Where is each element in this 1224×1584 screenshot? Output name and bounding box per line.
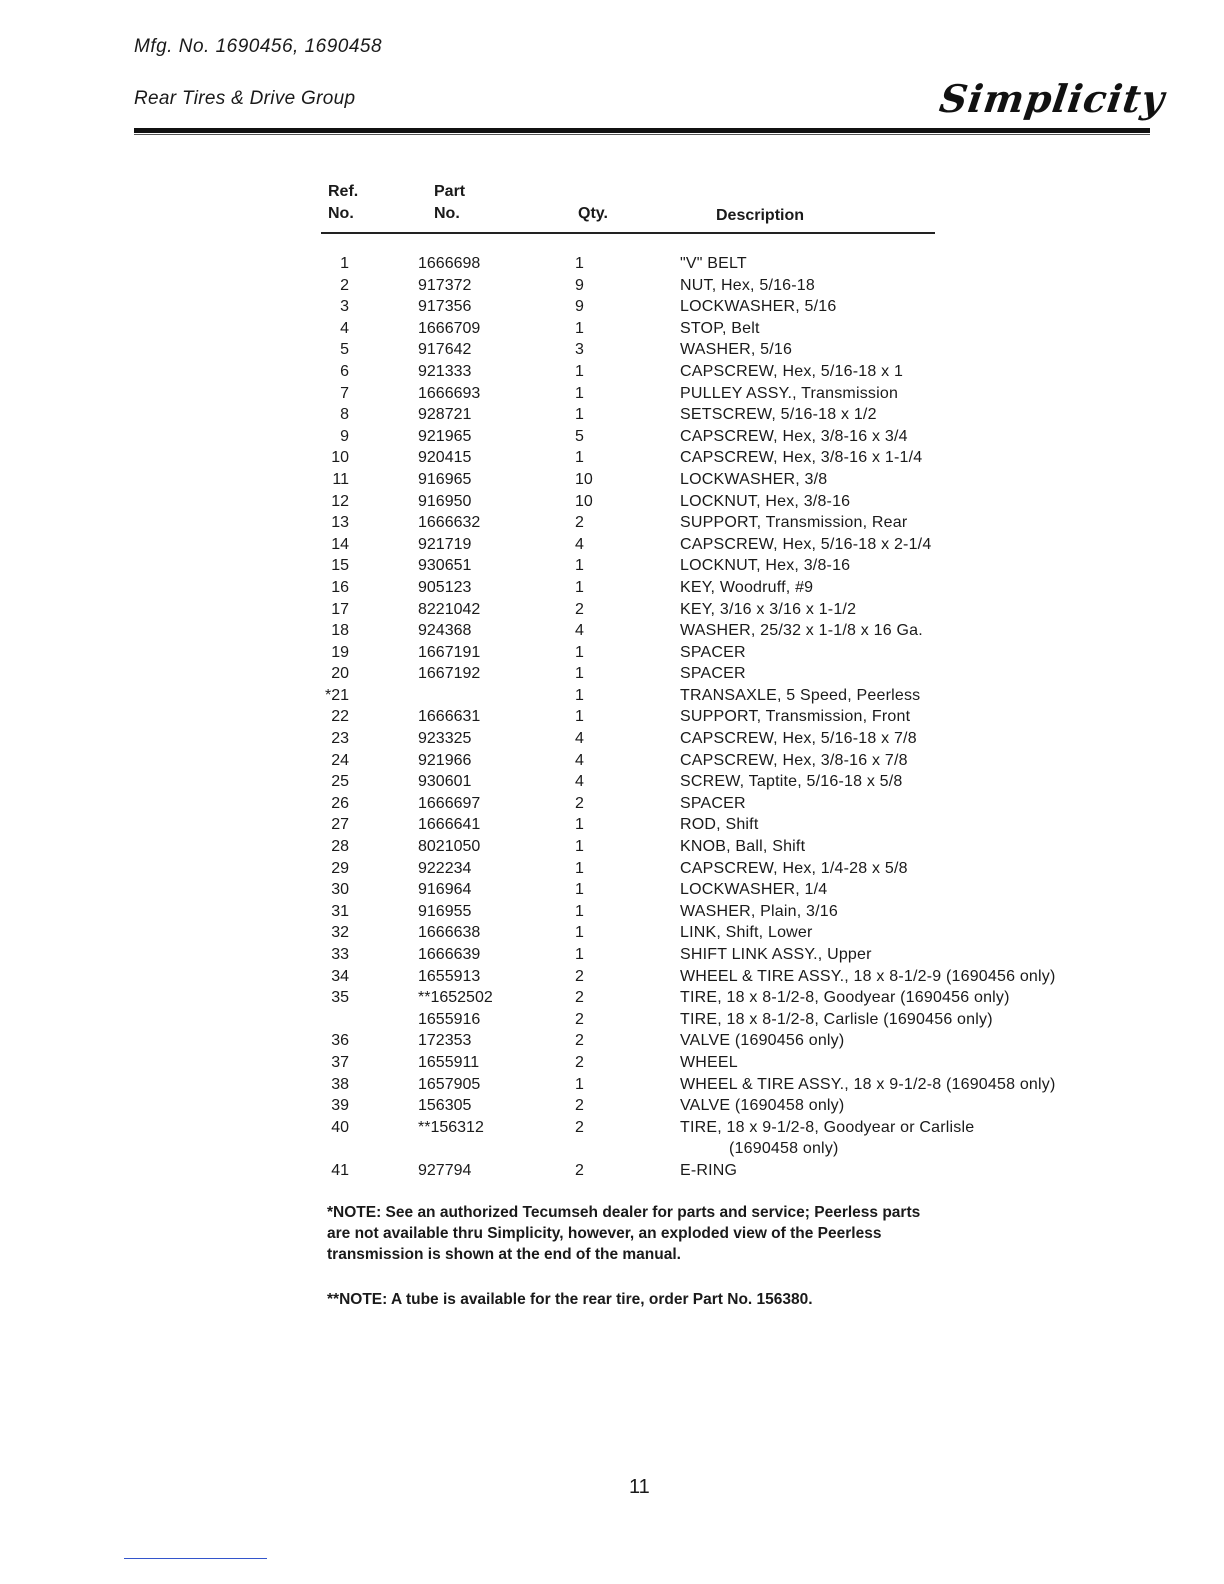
qty-cell: 1 <box>575 665 584 683</box>
qty-cell: 1 <box>575 686 584 704</box>
table-row <box>0 987 1224 1009</box>
table-row <box>0 771 1224 793</box>
ref-cell: 14 <box>331 535 349 553</box>
description-cell: PULLEY ASSY., Transmission <box>680 384 899 402</box>
table-row <box>0 1030 1224 1052</box>
table-row <box>0 620 1224 642</box>
table-row <box>0 318 1224 340</box>
part-number-cell: 917356 <box>418 298 472 316</box>
qty-cell: 1 <box>575 362 584 380</box>
footer-line <box>124 1558 267 1559</box>
qty-cell: 1 <box>575 557 584 575</box>
description-cell: LOCKWASHER, 3/8 <box>680 470 828 488</box>
qty-cell: 1 <box>575 643 584 661</box>
note-tube: **NOTE: A tube is available for the rear tire, order Part No. 156380. <box>327 1291 813 1308</box>
table-row <box>0 879 1224 901</box>
table-row <box>0 814 1224 836</box>
description-cell: WHEEL & TIRE ASSY., 18 x 8-1/2-9 (1690456 only) <box>680 967 1056 985</box>
table-row <box>0 512 1224 534</box>
description-cell: ROD, Shift <box>680 816 759 834</box>
header-part: Part No. <box>434 183 466 222</box>
description-cell: KNOB, Ball, Shift <box>680 838 806 856</box>
qty-cell: 2 <box>575 514 584 532</box>
qty-cell: 2 <box>575 1053 584 1071</box>
description-cell: LINK, Shift, Lower <box>680 924 813 942</box>
part-number-cell: 917372 <box>418 276 472 294</box>
ref-cell: 40 <box>331 1118 349 1136</box>
part-number-cell: 1655913 <box>418 967 481 985</box>
description-cell: WHEEL & TIRE ASSY., 18 x 9-1/2-8 (1690458 only) <box>680 1075 1056 1093</box>
part-number-cell: 1655916 <box>418 1010 481 1028</box>
ref-cell: 12 <box>331 492 349 510</box>
ref-cell: 30 <box>331 881 349 899</box>
table-row <box>0 599 1224 621</box>
qty-cell: 1 <box>575 255 584 272</box>
table-row <box>0 469 1224 491</box>
description-cell: LOCKNUT, Hex, 3/8-16 <box>680 492 851 510</box>
description-cell: WASHER, Plain, 3/16 <box>680 902 838 920</box>
part-number-cell: 916965 <box>418 470 472 488</box>
qty-cell: 1 <box>575 708 584 726</box>
header-description: Description <box>716 207 805 224</box>
table-row <box>0 836 1224 858</box>
qty-cell: 2 <box>575 1118 584 1136</box>
part-number-cell: **156312 <box>418 1118 484 1136</box>
part-number-cell: 930651 <box>418 557 472 575</box>
ref-cell: 13 <box>331 514 349 532</box>
table-row <box>0 1117 1224 1160</box>
part-number-cell: 1666693 <box>418 384 481 402</box>
part-number-cell: 172353 <box>418 1032 472 1050</box>
table-row <box>0 361 1224 383</box>
qty-cell: 1 <box>575 838 584 856</box>
table-row <box>0 685 1224 707</box>
page-number: 11 <box>629 1476 650 1498</box>
table-row <box>0 339 1224 361</box>
note-tecumseh: *NOTE: See an authorized Tecumseh dealer for parts and service; Peerless parts are not available thru Simplicity, however, an exploded view of the Peerless transmission is shown at the end of the manual. <box>327 1204 921 1263</box>
qty-cell: 1 <box>575 1075 584 1093</box>
qty-cell: 1 <box>575 924 584 942</box>
qty-cell: 2 <box>575 600 584 618</box>
part-number-cell: 156305 <box>418 1097 472 1115</box>
description-cell: SCREW, Taptite, 5/16-18 x 5/8 <box>680 773 903 791</box>
qty-cell: 1 <box>575 578 584 596</box>
description-cell: CAPSCREW, Hex, 5/16-18 x 2-1/4 <box>680 535 932 553</box>
description-cell: VALVE (1690456 only) <box>680 1032 845 1050</box>
qty-cell: 1 <box>575 816 584 834</box>
table-row <box>0 534 1224 556</box>
manufacturer-number: Mfg. No. 1690456, 1690458 <box>134 36 383 57</box>
table-row <box>0 966 1224 988</box>
table-row <box>0 706 1224 728</box>
part-number-cell: 1657905 <box>418 1075 481 1093</box>
part-number-cell: 921333 <box>418 362 472 380</box>
table-row <box>0 750 1224 772</box>
ref-cell: 18 <box>331 622 349 640</box>
ref-cell: 34 <box>331 967 349 985</box>
description-cell: NUT, Hex, 5/16-18 <box>680 276 816 294</box>
part-number-cell: 1666638 <box>418 924 481 942</box>
part-number-cell: 1667192 <box>418 665 481 683</box>
qty-cell: 1 <box>575 859 584 877</box>
brand-logo: Simplicity <box>936 76 1168 121</box>
description-cell: CAPSCREW, Hex, 5/16-18 x 7/8 <box>680 730 917 748</box>
parts-table <box>0 253 1224 1181</box>
table-row <box>0 253 1224 275</box>
part-number-cell: 921966 <box>418 751 472 769</box>
description-cell: SPACER <box>680 665 746 683</box>
qty-cell: 2 <box>575 794 584 812</box>
qty-cell: 4 <box>575 773 584 791</box>
qty-cell: 2 <box>575 1097 584 1115</box>
qty-cell: 1 <box>575 881 584 899</box>
ref-cell: 38 <box>331 1075 349 1093</box>
qty-cell: 2 <box>575 1010 584 1028</box>
table-row <box>0 383 1224 405</box>
part-number-cell: 917642 <box>418 341 472 359</box>
description-cell: TIRE, 18 x 8-1/2-8, Carlisle (1690456 only) <box>680 1010 993 1028</box>
part-number-cell: **1652502 <box>418 989 493 1007</box>
ref-cell: 32 <box>331 924 349 942</box>
part-number-cell: 1666632 <box>418 514 481 532</box>
description-cell: SUPPORT, Transmission, Front <box>680 708 911 726</box>
part-number-cell: 924368 <box>418 622 472 640</box>
description-cell: LOCKWASHER, 5/16 <box>680 298 837 316</box>
ref-cell: 28 <box>331 838 349 856</box>
ref-cell: 35 <box>331 989 349 1007</box>
table-row <box>0 1074 1224 1096</box>
description-cell: CAPSCREW, Hex, 3/8-16 x 3/4 <box>680 427 908 445</box>
header-ref: Ref. No. <box>328 183 359 222</box>
part-number-cell: 8021050 <box>418 838 481 856</box>
description-cell: LOCKNUT, Hex, 3/8-16 <box>680 557 851 575</box>
ref-cell: 41 <box>331 1161 349 1179</box>
header-rule-thin <box>134 134 1150 135</box>
description-cell: E-RING <box>680 1161 738 1179</box>
description-cell-continued: (1690458 only) <box>729 1139 839 1157</box>
table-row <box>0 728 1224 750</box>
qty-cell: 4 <box>575 622 584 640</box>
description-cell: SUPPORT, Transmission, Rear <box>680 514 908 532</box>
part-number-cell: 916955 <box>418 902 472 920</box>
part-number-cell: 920415 <box>418 449 472 467</box>
part-number-cell: 1667191 <box>418 643 481 661</box>
description-cell: CAPSCREW, Hex, 3/8-16 x 1-1/4 <box>680 449 923 467</box>
qty-cell: 1 <box>575 449 584 467</box>
part-number-cell: 921719 <box>418 535 472 553</box>
qty-cell: 2 <box>575 1161 584 1179</box>
table-row <box>0 793 1224 815</box>
qty-cell: 1 <box>575 902 584 920</box>
part-number-cell: 8221042 <box>418 600 481 618</box>
ref-cell: 27 <box>331 816 349 834</box>
description-cell: TIRE, 18 x 8-1/2-8, Goodyear (1690456 only) <box>680 989 1010 1007</box>
part-number-cell: 1666639 <box>418 946 481 963</box>
qty-cell: 4 <box>575 751 584 769</box>
qty-cell: 9 <box>575 276 584 294</box>
ref-cell: 1 <box>340 255 349 272</box>
part-number-cell: 927794 <box>418 1161 472 1179</box>
ref-cell: 39 <box>331 1097 349 1115</box>
ref-cell: 37 <box>331 1053 349 1071</box>
table-row <box>0 922 1224 944</box>
part-number-cell: 928721 <box>418 406 472 424</box>
description-cell: TRANSAXLE, 5 Speed, Peerless <box>680 686 921 704</box>
part-number-cell: 1655911 <box>418 1053 480 1071</box>
table-row <box>0 1095 1224 1117</box>
description-cell: CAPSCREW, Hex, 1/4-28 x 5/8 <box>680 859 908 877</box>
description-cell: SPACER <box>680 794 746 812</box>
table-row <box>0 404 1224 426</box>
qty-cell: 2 <box>575 1032 584 1050</box>
table-row <box>0 1009 1224 1031</box>
description-cell: SHIFT LINK ASSY., Upper <box>680 946 872 963</box>
part-number-cell: 1666631 <box>418 708 481 726</box>
ref-cell: 17 <box>331 600 349 618</box>
qty-cell: 3 <box>575 341 584 359</box>
part-number-cell: 1666641 <box>418 816 481 834</box>
table-row <box>0 426 1224 448</box>
description-cell: WHEEL <box>680 1053 738 1071</box>
part-number-cell: 1666697 <box>418 794 481 812</box>
ref-cell: 29 <box>331 859 349 877</box>
table-row <box>0 642 1224 664</box>
description-cell: STOP, Belt <box>680 319 760 337</box>
table-row <box>0 901 1224 923</box>
qty-cell: 10 <box>575 470 593 488</box>
qty-cell: 4 <box>575 730 584 748</box>
qty-cell: 4 <box>575 535 584 553</box>
qty-cell: 10 <box>575 492 593 510</box>
part-number-cell: 916964 <box>418 881 472 899</box>
ref-cell: 33 <box>331 946 349 963</box>
ref-cell: 11 <box>332 470 349 488</box>
qty-cell: 9 <box>575 298 584 316</box>
table-row <box>0 555 1224 577</box>
part-number-cell: 930601 <box>418 773 472 791</box>
part-number-cell: 1666698 <box>418 255 481 272</box>
table-row <box>0 1160 1224 1182</box>
part-number-cell: 905123 <box>418 578 472 596</box>
part-number-cell: 923325 <box>418 730 472 748</box>
ref-cell: 19 <box>331 643 349 661</box>
part-number-cell: 921965 <box>418 427 472 445</box>
ref-cell: 8 <box>340 406 349 424</box>
ref-cell: 16 <box>331 578 349 596</box>
ref-cell: 24 <box>331 751 349 769</box>
table-row <box>0 663 1224 685</box>
section-title: Rear Tires & Drive Group <box>134 88 356 109</box>
ref-cell: 25 <box>331 773 349 791</box>
ref-cell: 20 <box>331 665 349 683</box>
ref-cell: 3 <box>340 298 349 316</box>
description-cell: TIRE, 18 x 9-1/2-8, Goodyear or Carlisle <box>680 1118 975 1136</box>
ref-cell: 4 <box>340 319 349 337</box>
description-cell: CAPSCREW, Hex, 5/16-18 x 1 <box>680 362 904 380</box>
description-cell: VALVE (1690458 only) <box>680 1097 845 1115</box>
ref-cell: 2 <box>340 276 349 294</box>
table-row <box>0 275 1224 297</box>
table-row <box>0 944 1224 966</box>
ref-cell: 31 <box>331 902 349 920</box>
qty-cell: 2 <box>575 989 584 1007</box>
ref-cell: 9 <box>340 427 349 445</box>
table-row <box>0 1052 1224 1074</box>
qty-cell: 1 <box>575 946 584 963</box>
ref-cell: 36 <box>331 1032 349 1050</box>
description-cell: "V" BELT <box>680 255 747 272</box>
table-row <box>0 296 1224 318</box>
ref-cell: 22 <box>331 708 349 726</box>
table-header-rule <box>321 232 935 234</box>
part-number-cell: 1666709 <box>418 319 481 337</box>
description-cell: KEY, Woodruff, #9 <box>680 578 814 596</box>
description-cell: SETSCREW, 5/16-18 x 1/2 <box>680 406 877 424</box>
qty-cell: 1 <box>575 319 584 337</box>
table-row <box>0 491 1224 513</box>
ref-cell: 7 <box>340 384 349 402</box>
ref-cell: 23 <box>331 730 349 748</box>
description-cell: SPACER <box>680 643 746 661</box>
part-number-cell: 922234 <box>418 859 472 877</box>
table-row <box>0 858 1224 880</box>
ref-cell: 15 <box>331 557 349 575</box>
table-row <box>0 447 1224 469</box>
qty-cell: 1 <box>575 384 584 402</box>
description-cell: CAPSCREW, Hex, 3/8-16 x 7/8 <box>680 751 908 769</box>
ref-cell: 5 <box>340 341 349 359</box>
ref-cell: 6 <box>340 362 349 380</box>
description-cell: WASHER, 5/16 <box>680 341 793 359</box>
part-number-cell: 916950 <box>418 492 472 510</box>
qty-cell: 2 <box>575 967 584 985</box>
description-cell: KEY, 3/16 x 3/16 x 1-1/2 <box>680 600 857 618</box>
header-rule <box>134 128 1150 133</box>
qty-cell: 1 <box>575 406 584 424</box>
description-cell: LOCKWASHER, 1/4 <box>680 881 828 899</box>
description-cell: WASHER, 25/32 x 1-1/8 x 16 Ga. <box>680 622 923 640</box>
ref-cell: *21 <box>324 686 349 704</box>
header-qty: Qty. <box>578 205 608 222</box>
ref-cell: 26 <box>331 794 349 812</box>
table-row <box>0 577 1224 599</box>
qty-cell: 5 <box>575 427 584 445</box>
ref-cell: 10 <box>331 449 349 467</box>
